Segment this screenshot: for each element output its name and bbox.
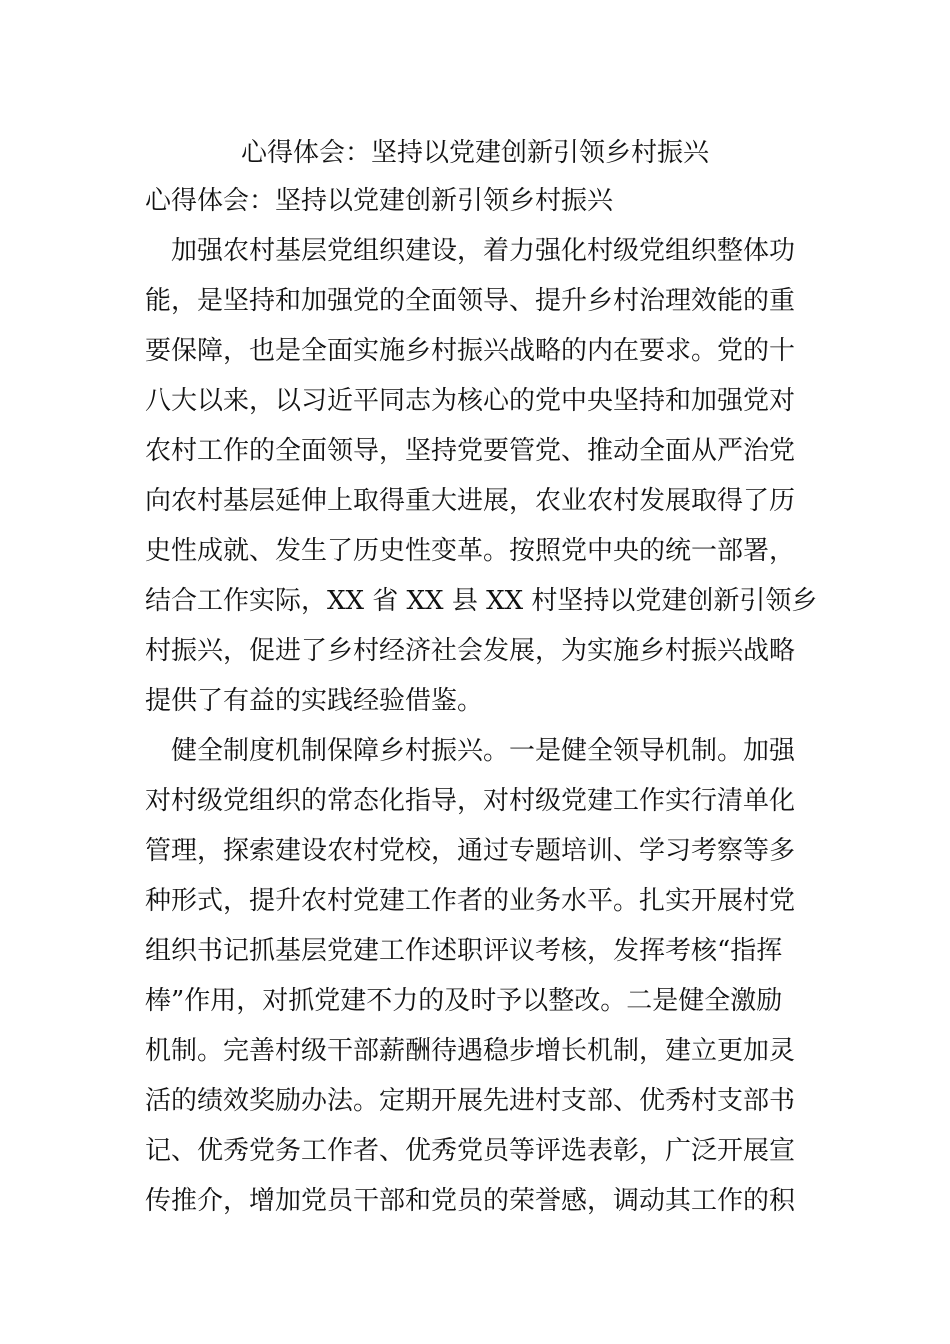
text-line: 组织书记抓基层党建工作述职评议考核，发挥考核“指挥 — [145, 936, 783, 966]
text-line: 管理，探索建设农村党校，通过专题培训、学习考察等多 — [145, 836, 796, 866]
text-line: 提供了有益的实践经验借鉴。 — [145, 686, 484, 716]
text-line: 农村工作的全面领导，坚持党要管党、推动全面从严治党 — [145, 436, 796, 466]
text-line: 结合工作实际，XX 省 XX 县 XX 村坚持以党建创新引领乡 — [145, 586, 818, 616]
text-line: 传推介，增加党员干部和党员的荣誉感，调动其工作的积 — [145, 1186, 796, 1216]
document-title: 心得体会：坚持以党建创新引领乡村振兴 — [240, 138, 709, 168]
text-line: 向农村基层延伸上取得重大进展，农业农村发展取得了历 — [145, 486, 796, 516]
text-line: 活的绩效奖励办法。定期开展先进村支部、优秀村支部书 — [145, 1086, 796, 1116]
text-line: 加强农村基层党组织建设，着力强化村级党组织整体功 — [145, 236, 796, 266]
document-subtitle: 心得体会：坚持以党建创新引领乡村振兴 — [145, 186, 614, 216]
text-line: 棒”作用，对抓党建不力的及时予以整改。二是健全激励 — [145, 986, 783, 1016]
text-line: 能，是坚持和加强党的全面领导、提升乡村治理效能的重 — [145, 286, 796, 316]
text-line: 史性成就、发生了历史性变革。按照党中央的统一部署， — [145, 536, 796, 566]
text-line: 机制。完善村级干部薪酬待遇稳步增长机制，建立更加灵 — [145, 1036, 796, 1066]
text-line: 对村级党组织的常态化指导，对村级党建工作实行清单化 — [145, 786, 796, 816]
text-line: 村振兴，促进了乡村经济社会发展，为实施乡村振兴战略 — [145, 636, 796, 666]
text-line: 记、优秀党务工作者、优秀党员等评选表彰，广泛开展宣 — [145, 1136, 796, 1166]
text-line: 八大以来，以习近平同志为核心的党中央坚持和加强党对 — [145, 386, 796, 416]
text-line: 健全制度机制保障乡村振兴。一是健全领导机制。加强 — [145, 736, 796, 766]
text-line: 要保障，也是全面实施乡村振兴战略的内在要求。党的十 — [145, 336, 796, 366]
text-line: 种形式，提升农村党建工作者的业务水平。扎实开展村党 — [145, 886, 796, 916]
